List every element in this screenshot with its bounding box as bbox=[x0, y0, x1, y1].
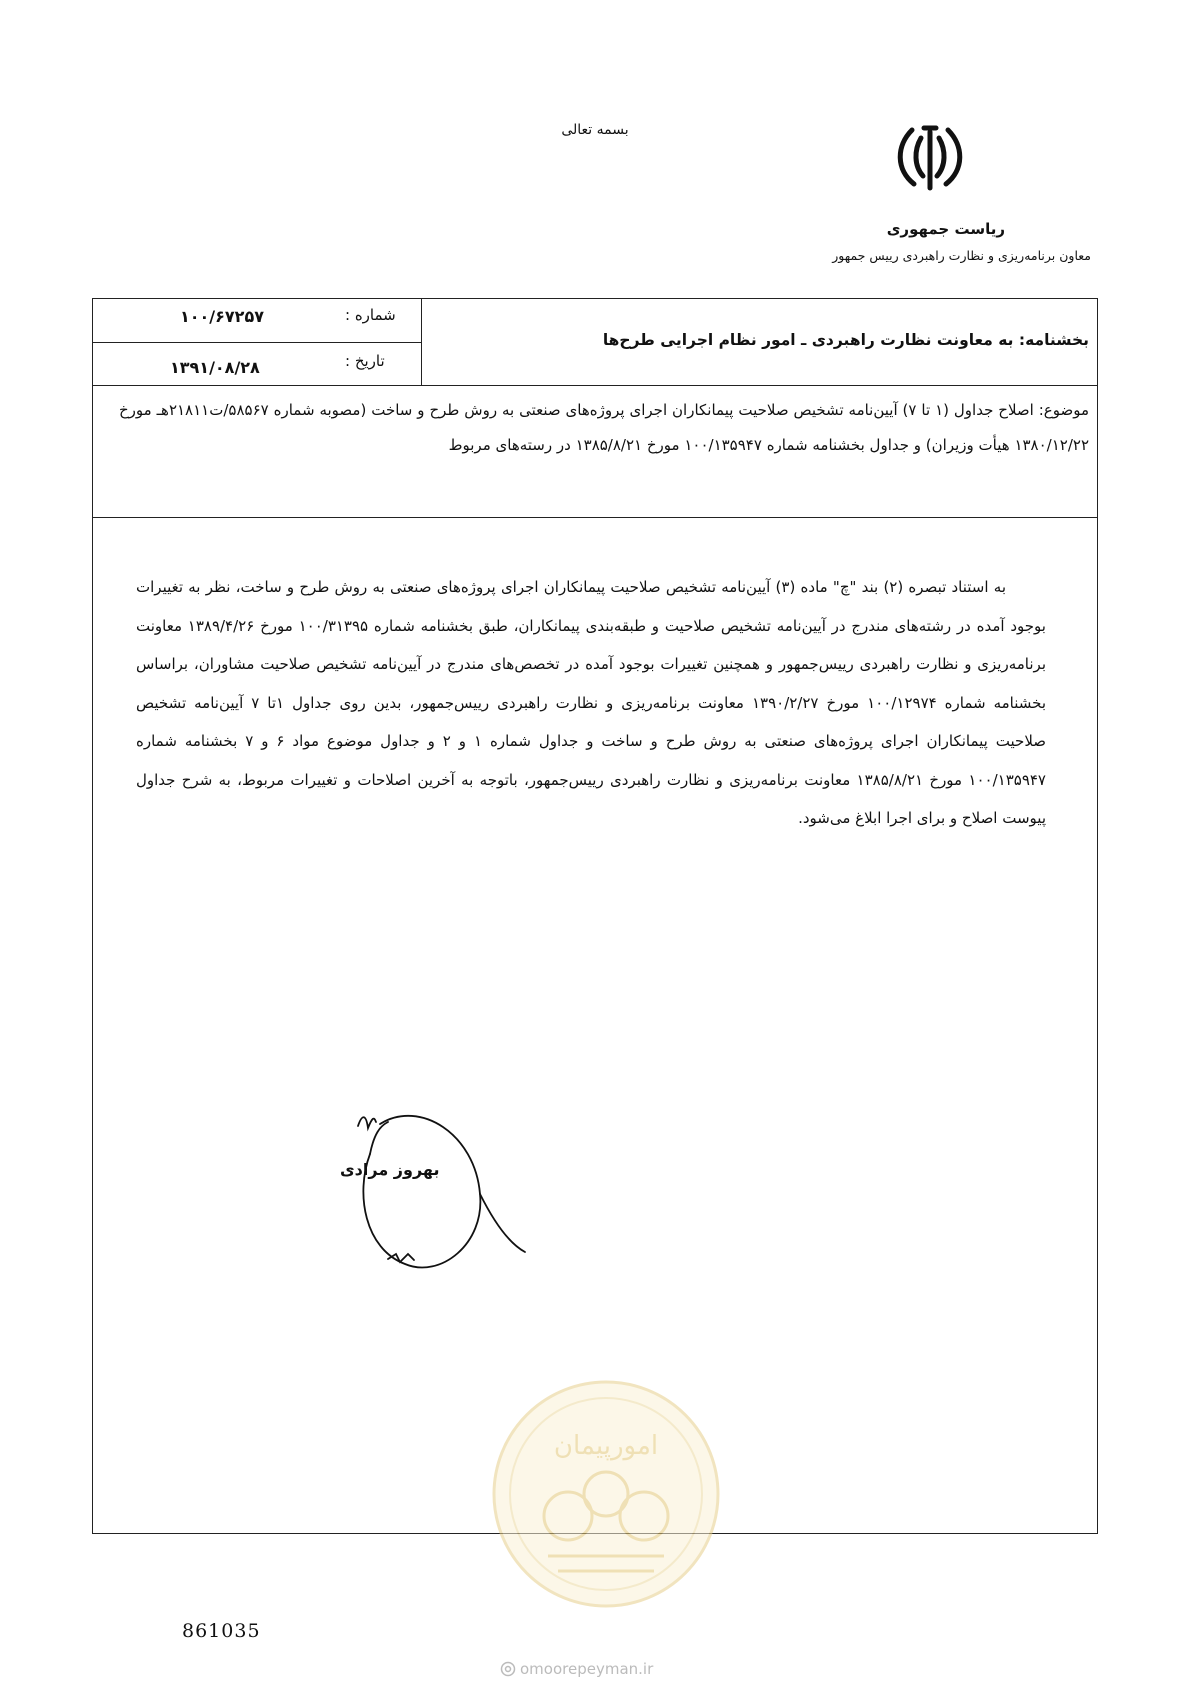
org-subtitle: معاون برنامه‌ریزی و نظارت راهبردی رییس جمهور bbox=[832, 248, 1091, 263]
number-label: شماره : bbox=[345, 306, 396, 324]
body-paragraph: به استناد تبصره (۲) بند "چ" ماده (۳) آیین‌نامه تشخیص صلاحیت پیمانکاران اجرای پروژه‌های صنعتی به روش طرح و ساخت، نظر به تغییرات بوجود آمده در رشته‌های مندرج در آیین‌نامه تشخیص صلاحیت و طبقه‌بندی پیمانکاران، طبق بخشنامه شماره ۱۰۰/۳۱۳۹۵ مورخ ۱۳۸۹/۴/۲۶ معاونت برنامه‌ریزی و نظارت راهبردی رییس‌جمهور و همچنین تغییرات بوجود آمده در تخصص‌های مندرج در آیین‌نامه تشخیص صلاحیت مشاوران، براساس بخشنامه شماره ۱۰۰/۱۲۹۷۴ مورخ ۱۳۹۰/۲/۲۷ معاونت برنامه‌ریزی و نظارت راهبردی رییس‌جمهور، بدین روی جداول ۱تا ۷ آیین‌نامه تشخیص صلاحیت پیمانکاران اجرای پروژه‌های صنعتی به روش طرح و ساخت و جداول شماره ۱ و ۲ و جداول موضوع مواد ۶ و ۷ بخشنامه شماره ۱۰۰/۱۳۵۹۴۷ مورخ ۱۳۸۵/۸/۲۱ معاونت برنامه‌ریزی و نظارت راهبردی رییس‌جمهور، باتوجه به آخرین اصلاحات و تغییرات مربوط، به شرح جداول پیوست اصلاح و برای اجرا ابلاغ می‌شود. bbox=[136, 578, 1047, 827]
document-code: 861035 bbox=[182, 1620, 261, 1642]
site-credit: omoorepeyman.ir bbox=[520, 1660, 654, 1678]
signer-name: بهروز مرادی bbox=[340, 1160, 440, 1179]
subject-text: موضوع: اصلاح جداول (۱ تا ۷) آیین‌نامه تشخیص صلاحیت پیمانکاران اجرای پروژه‌های صنعتی به روش طرح و ساخت (مصوبه شماره ۵۸۵۶۷/ت۲۱۸۱۱هـ مورخ ۱۳۸۰/۱۲/۲۲ هیأت وزیران) و جداول بخشنامه شماره ۱۰۰/۱۳۵۹۴۷ مورخ ۱۳۸۵/۸/۲۱ در رسته‌های مربوط bbox=[119, 401, 1089, 454]
date-value: ۱۳۹۱/۰۸/۲۸ bbox=[170, 358, 260, 377]
recipient-line: بخشنامه: به معاونت نظارت راهبردی ـ امور نظام اجرایی طرح‌ها bbox=[602, 331, 1089, 349]
bismillah-text: بسمه تعالی bbox=[561, 122, 629, 138]
date-label: تاریخ : bbox=[345, 352, 385, 370]
iran-emblem-icon bbox=[890, 118, 970, 198]
watermark-logo-icon bbox=[488, 1376, 724, 1612]
number-value: ۱۰۰/۶۷۲۵۷ bbox=[180, 307, 264, 326]
org-title: ریاست جمهوری bbox=[886, 220, 1005, 238]
watermark-text: امورپیمان bbox=[553, 1431, 659, 1461]
meta-box-divider bbox=[92, 342, 422, 343]
signature-icon bbox=[310, 1104, 560, 1284]
